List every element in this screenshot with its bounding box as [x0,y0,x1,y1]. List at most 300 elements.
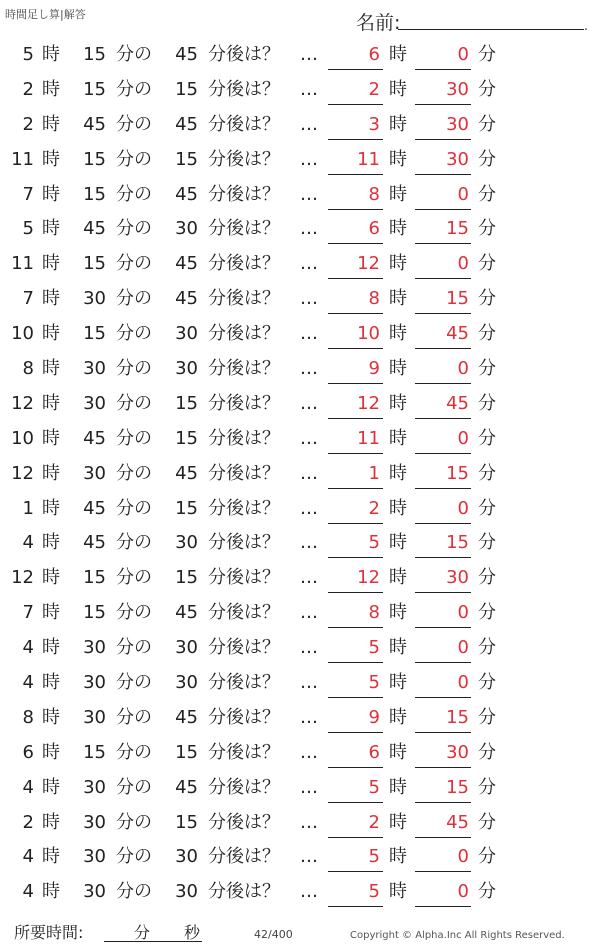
answer-hour-unit-label: 時 [389,881,407,903]
name-field-line [398,29,584,30]
ellipsis: … [300,218,316,240]
answer-minute-underline [415,69,471,70]
answer-hour: 8 [368,183,380,205]
minute-of-label: 分の [116,148,152,170]
start-minute: 45 [83,532,106,554]
added-minutes: 45 [175,776,198,798]
name-label: 名前: [356,12,401,34]
problem-row [0,387,600,422]
answer-hour-unit-label: 時 [389,637,407,659]
minutes-after-label: 分後は？ [208,462,280,484]
required-time-seconds-label: 秒 [184,923,201,942]
answer-hour-unit-label: 時 [389,741,407,763]
minute-of-label: 分の [116,811,152,833]
answer-minute-underline [415,139,471,140]
start-hour: 5 [22,218,34,240]
answer-hour-unit-label: 時 [389,427,407,449]
answer-hour: 8 [368,288,380,310]
minute-of-label: 分の [116,602,152,624]
answer-hour-unit-label: 時 [389,218,407,240]
added-minutes: 15 [175,567,198,589]
answer-minute: 45 [446,392,469,414]
added-minutes: 45 [175,288,198,310]
start-hour: 4 [22,776,34,798]
answer-minute-unit-label: 分 [478,706,496,728]
answer-hour: 5 [368,776,380,798]
answer-hour-unit-label: 時 [389,253,407,275]
hour-unit-label: 時 [42,846,60,868]
hour-unit-label: 時 [42,741,60,763]
answer-minute: 30 [446,148,469,170]
answer-minute: 45 [446,323,469,345]
hour-unit-label: 時 [42,392,60,414]
answer-hour-underline [328,837,383,838]
answer-hour-underline [328,383,383,384]
added-minutes: 30 [175,881,198,903]
minutes-after-label: 分後は？ [208,358,280,380]
minutes-after-label: 分後は？ [208,427,280,449]
answer-hour: 5 [368,532,380,554]
problem-row [0,736,600,771]
problem-row [0,143,600,178]
ellipsis: … [300,427,316,449]
minute-of-label: 分の [116,567,152,589]
minutes-after-label: 分後は？ [208,497,280,519]
minutes-after-label: 分後は？ [208,776,280,798]
minute-of-label: 分の [116,846,152,868]
problem-row [0,422,600,457]
answer-minute-underline [415,557,471,558]
answer-minute-unit-label: 分 [478,78,496,100]
added-minutes: 15 [175,741,198,763]
answer-hour-unit-label: 時 [389,706,407,728]
start-hour: 7 [22,288,34,310]
start-hour: 2 [22,113,34,135]
answer-hour-underline [328,557,383,558]
answer-minute: 15 [446,288,469,310]
hour-unit-label: 時 [42,567,60,589]
answer-minute-unit-label: 分 [478,567,496,589]
minute-of-label: 分の [116,741,152,763]
hour-unit-label: 時 [42,323,60,345]
minute-of-label: 分の [116,218,152,240]
problem-row [0,631,600,666]
answer-hour: 11 [357,427,380,449]
problem-row [0,526,600,561]
added-minutes: 30 [175,637,198,659]
answer-minute: 15 [446,462,469,484]
minute-of-label: 分の [116,358,152,380]
added-minutes: 45 [175,113,198,135]
start-minute: 15 [83,567,106,589]
answer-hour-underline [328,488,383,489]
hour-unit-label: 時 [42,113,60,135]
answer-hour: 6 [368,44,380,65]
problem-row [0,38,600,73]
answer-minute: 0 [457,602,469,624]
added-minutes: 45 [175,462,198,484]
minutes-after-label: 分後は？ [208,672,280,694]
ellipsis: … [300,392,316,414]
minute-of-label: 分の [116,427,152,449]
start-minute: 45 [83,427,106,449]
hour-unit-label: 時 [42,672,60,694]
answer-minute-unit-label: 分 [478,113,496,135]
start-minute: 30 [83,392,106,414]
answer-hour-unit-label: 時 [389,462,407,484]
start-hour: 4 [22,637,34,659]
answer-minute-unit-label: 分 [478,602,496,624]
start-minute: 15 [83,183,106,205]
answer-minute-unit-label: 分 [478,846,496,868]
minutes-after-label: 分後は？ [208,811,280,833]
answer-hour-underline [328,906,383,907]
minute-of-label: 分の [116,706,152,728]
answer-minute-underline [415,906,471,907]
minute-of-label: 分の [116,881,152,903]
answer-minute: 0 [457,358,469,380]
answer-hour-unit-label: 時 [389,672,407,694]
problem-row [0,178,600,213]
minutes-after-label: 分後は？ [208,148,280,170]
answer-hour-unit-label: 時 [389,358,407,380]
minute-of-label: 分の [116,776,152,798]
start-hour: 8 [22,358,34,380]
ellipsis: … [300,532,316,554]
minute-of-label: 分の [116,532,152,554]
ellipsis: … [300,706,316,728]
answer-minute-unit-label: 分 [478,148,496,170]
answer-hour-unit-label: 時 [389,44,407,65]
answer-minute-underline [415,871,471,872]
ellipsis: … [300,288,316,310]
start-minute: 15 [83,253,106,275]
minutes-after-label: 分後は？ [208,113,280,135]
answer-hour-underline [328,104,383,105]
hour-unit-label: 時 [42,602,60,624]
start-minute: 15 [83,148,106,170]
added-minutes: 45 [175,253,198,275]
start-minute: 30 [83,672,106,694]
answer-minute: 0 [457,183,469,205]
problem-row [0,352,600,387]
start-minute: 30 [83,706,106,728]
hour-unit-label: 時 [42,532,60,554]
answer-hour-unit-label: 時 [389,811,407,833]
answer-minute-underline [415,383,471,384]
answer-hour-underline [328,243,383,244]
ellipsis: … [300,113,316,135]
hour-unit-label: 時 [42,881,60,903]
minute-of-label: 分の [116,497,152,519]
start-minute: 15 [83,44,106,65]
name-field-dot: . [584,19,588,33]
answer-hour-unit-label: 時 [389,567,407,589]
minute-of-label: 分の [116,462,152,484]
problem-row [0,666,600,701]
start-minute: 30 [83,637,106,659]
added-minutes: 15 [175,148,198,170]
answer-minute-unit-label: 分 [478,532,496,554]
ellipsis: … [300,846,316,868]
added-minutes: 15 [175,811,198,833]
start-hour: 12 [11,392,34,414]
start-hour: 12 [11,462,34,484]
start-hour: 8 [22,706,34,728]
start-hour: 10 [11,427,34,449]
answer-hour-underline [328,662,383,663]
answer-minute: 30 [446,78,469,100]
start-minute: 45 [83,497,106,519]
answer-minute-underline [415,418,471,419]
answer-minute-unit-label: 分 [478,253,496,275]
added-minutes: 30 [175,323,198,345]
answer-hour-unit-label: 時 [389,113,407,135]
problem-row [0,561,600,596]
answer-minute: 0 [457,253,469,275]
hour-unit-label: 時 [42,427,60,449]
answer-hour: 5 [368,846,380,868]
ellipsis: … [300,148,316,170]
answer-hour-underline [328,871,383,872]
ellipsis: … [300,497,316,519]
answer-hour: 6 [368,218,380,240]
answer-minute-underline [415,592,471,593]
answer-hour: 8 [368,602,380,624]
answer-hour-underline [328,278,383,279]
hour-unit-label: 時 [42,462,60,484]
start-hour: 10 [11,323,34,345]
added-minutes: 30 [175,218,198,240]
answer-hour: 12 [357,253,380,275]
start-minute: 30 [83,776,106,798]
answer-minute-unit-label: 分 [478,183,496,205]
start-minute: 15 [83,78,106,100]
start-minute: 30 [83,881,106,903]
minute-of-label: 分の [116,44,152,65]
answer-minute-unit-label: 分 [478,358,496,380]
added-minutes: 30 [175,532,198,554]
start-hour: 7 [22,602,34,624]
problem-row [0,875,600,910]
answer-hour-underline [328,313,383,314]
answer-hour-underline [328,209,383,210]
hour-unit-label: 時 [42,497,60,519]
added-minutes: 45 [175,44,198,65]
hour-unit-label: 時 [42,148,60,170]
answer-hour-unit-label: 時 [389,846,407,868]
answer-minute-unit-label: 分 [478,323,496,345]
answer-hour: 11 [357,148,380,170]
minutes-after-label: 分後は？ [208,567,280,589]
hour-unit-label: 時 [42,637,60,659]
answer-hour-unit-label: 時 [389,532,407,554]
answer-minute: 0 [457,637,469,659]
answer-hour: 5 [368,672,380,694]
minute-of-label: 分の [116,183,152,205]
minute-of-label: 分の [116,392,152,414]
start-hour: 5 [22,44,34,65]
answer-minute-underline [415,662,471,663]
answer-minute-underline [415,209,471,210]
start-hour: 2 [22,78,34,100]
answer-hour-unit-label: 時 [389,602,407,624]
ellipsis: … [300,462,316,484]
minute-of-label: 分の [116,78,152,100]
minutes-after-label: 分後は？ [208,741,280,763]
answer-minute-unit-label: 分 [478,672,496,694]
start-hour: 11 [11,148,34,170]
hour-unit-label: 時 [42,288,60,310]
answer-minute-unit-label: 分 [478,637,496,659]
minute-of-label: 分の [116,637,152,659]
answer-minute: 45 [446,811,469,833]
start-hour: 4 [22,846,34,868]
answer-minute: 0 [457,881,469,903]
answer-minute: 0 [457,672,469,694]
answer-hour-underline [328,802,383,803]
start-minute: 30 [83,288,106,310]
answer-hour-underline [328,139,383,140]
added-minutes: 45 [175,602,198,624]
hour-unit-label: 時 [42,358,60,380]
minutes-after-label: 分後は？ [208,392,280,414]
minutes-after-label: 分後は？ [208,218,280,240]
answer-minute: 15 [446,218,469,240]
answer-minute-underline [415,523,471,524]
ellipsis: … [300,881,316,903]
added-minutes: 45 [175,183,198,205]
start-minute: 15 [83,602,106,624]
ellipsis: … [300,602,316,624]
answer-minute-underline [415,627,471,628]
problem-row [0,212,600,247]
minutes-after-label: 分後は？ [208,323,280,345]
answer-hour: 9 [368,706,380,728]
answer-minute-unit-label: 分 [478,218,496,240]
answer-minute-underline [415,697,471,698]
answer-hour-underline [328,418,383,419]
problem-list [0,38,600,910]
start-minute: 30 [83,462,106,484]
answer-hour-unit-label: 時 [389,183,407,205]
answer-hour-underline [328,767,383,768]
hour-unit-label: 時 [42,776,60,798]
minute-of-label: 分の [116,288,152,310]
answer-minute: 0 [457,427,469,449]
start-minute: 30 [83,811,106,833]
minutes-after-label: 分後は？ [208,253,280,275]
problem-row [0,317,600,352]
start-hour: 4 [22,881,34,903]
ellipsis: … [300,44,316,65]
answer-minute-underline [415,453,471,454]
problem-row [0,247,600,282]
ellipsis: … [300,637,316,659]
minutes-after-label: 分後は？ [208,637,280,659]
added-minutes: 15 [175,497,198,519]
added-minutes: 15 [175,427,198,449]
ellipsis: … [300,741,316,763]
ellipsis: … [300,253,316,275]
added-minutes: 15 [175,392,198,414]
answer-hour-unit-label: 時 [389,288,407,310]
hour-unit-label: 時 [42,183,60,205]
answer-hour: 12 [357,567,380,589]
problem-row [0,701,600,736]
start-hour: 4 [22,672,34,694]
answer-minute-underline [415,313,471,314]
ellipsis: … [300,323,316,345]
minute-of-label: 分の [116,672,152,694]
answer-hour-unit-label: 時 [389,148,407,170]
start-hour: 4 [22,532,34,554]
answer-minute-underline [415,104,471,105]
answer-hour-underline [328,453,383,454]
answer-minute-unit-label: 分 [478,392,496,414]
start-hour: 12 [11,567,34,589]
answer-minute-underline [415,802,471,803]
answer-hour-unit-label: 時 [389,497,407,519]
start-minute: 15 [83,741,106,763]
start-minute: 45 [83,113,106,135]
answer-hour-unit-label: 時 [389,78,407,100]
answer-minute-unit-label: 分 [478,497,496,519]
ellipsis: … [300,811,316,833]
answer-minute-unit-label: 分 [478,811,496,833]
start-hour: 6 [22,741,34,763]
answer-hour: 5 [368,637,380,659]
answer-hour: 12 [357,392,380,414]
answer-minute-underline [415,174,471,175]
answer-minute: 30 [446,741,469,763]
problem-row [0,457,600,492]
answer-hour-underline [328,174,383,175]
problem-row [0,108,600,143]
required-time-label: 所要時間: [14,923,84,942]
minutes-after-label: 分後は？ [208,44,280,65]
start-minute: 15 [83,323,106,345]
ellipsis: … [300,358,316,380]
hour-unit-label: 時 [42,253,60,275]
start-hour: 2 [22,811,34,833]
start-minute: 30 [83,846,106,868]
answer-minute-underline [415,278,471,279]
answer-minute: 0 [457,44,469,65]
answer-minute-unit-label: 分 [478,462,496,484]
hour-unit-label: 時 [42,44,60,65]
problem-row [0,282,600,317]
minutes-after-label: 分後は？ [208,288,280,310]
answer-hour-underline [328,732,383,733]
minutes-after-label: 分後は？ [208,706,280,728]
minute-of-label: 分の [116,323,152,345]
answer-hour: 1 [368,462,380,484]
answer-minute-underline [415,732,471,733]
answer-minute-underline [415,767,471,768]
answer-minute-unit-label: 分 [478,44,496,65]
answer-minute: 15 [446,706,469,728]
answer-hour-underline [328,348,383,349]
answer-hour-unit-label: 時 [389,392,407,414]
answer-minute: 30 [446,567,469,589]
answer-hour-underline [328,697,383,698]
start-minute: 30 [83,358,106,380]
added-minutes: 45 [175,706,198,728]
answer-hour: 3 [368,113,380,135]
answer-hour: 6 [368,741,380,763]
answer-minute-underline [415,488,471,489]
